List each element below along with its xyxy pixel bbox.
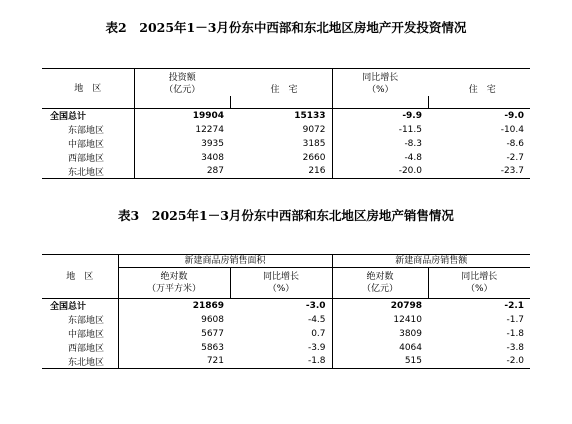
table-row — [42, 137, 530, 151]
table3-body — [42, 299, 530, 369]
area-cell: 721 — [118, 355, 230, 369]
table2-body — [42, 109, 530, 179]
sales-cell: 12410 — [332, 313, 428, 327]
sales-cell: 20798 — [332, 299, 428, 313]
investment-cell: 3408 — [134, 151, 230, 165]
yoy-residential-cell: -10.4 — [500, 124, 524, 135]
table3-header-row-1 — [42, 255, 530, 268]
investment-header-line2: （亿元） — [164, 85, 201, 95]
region-cell: 东部地区 — [68, 316, 105, 326]
region-cell: 全国总计 — [50, 112, 87, 123]
sales-yoy-cell: -2.0 — [506, 356, 525, 367]
investment-cell: 19904 — [134, 109, 230, 123]
area-yoy-cell: -1.8 — [307, 356, 326, 367]
sales-table — [42, 254, 530, 369]
region-header: 地 区 — [74, 83, 102, 94]
area-yoy-cell: -3.0 — [305, 300, 326, 311]
investment-header — [134, 69, 230, 97]
yoy-cell: -20.0 — [332, 165, 428, 179]
region-cell: 东北地区 — [68, 167, 105, 178]
sales-cell: 4064 — [332, 341, 428, 355]
residential-cell: 216 — [308, 166, 326, 177]
residential-cell: 3185 — [302, 138, 326, 149]
yoy-header-line2: （%） — [366, 85, 394, 95]
area-abs-header-line2: （万平方米） — [146, 284, 201, 294]
table-row — [42, 327, 530, 341]
region-cell: 东部地区 — [68, 126, 105, 136]
table-row — [42, 151, 530, 165]
residential-cell: 2660 — [302, 152, 326, 163]
area-abs-header — [118, 268, 230, 299]
total-row — [42, 109, 530, 123]
region-cell: 西部地区 — [68, 154, 105, 164]
yoy-header — [332, 69, 428, 97]
area-yoy-cell: 0.7 — [311, 328, 326, 339]
investment-header-line1: 投资额 — [168, 73, 196, 83]
residential-header: 住 宅 — [230, 84, 332, 97]
table-row — [42, 165, 530, 179]
investment-cell: 12274 — [134, 123, 230, 137]
table2-title: 表2 2025年1－3月份东中西部和东北地区房地产开发投资情况 — [105, 20, 467, 35]
sales-yoy-cell: -2.1 — [504, 300, 525, 311]
area-cell: 5863 — [118, 341, 230, 355]
yoy-header-line1: 同比增长 — [362, 73, 399, 83]
region-cell: 中部地区 — [68, 330, 105, 340]
area-abs-header-line1: 绝对数 — [160, 272, 188, 282]
area-yoy-cell: -3.9 — [307, 342, 326, 353]
sales-region-header: 地 区 — [42, 255, 118, 299]
sales-cell: 515 — [332, 355, 428, 369]
yoy-residential-cell: -9.0 — [504, 110, 524, 121]
area-yoy-header-line1: 同比增长 — [263, 272, 300, 282]
sales-yoy-header-line2: （%） — [465, 284, 493, 294]
yoy-residential-cell: -2.7 — [506, 152, 524, 163]
sales-abs-header-line2: （亿元） — [362, 284, 399, 294]
sales-abs-header-line1: 绝对数 — [366, 272, 394, 282]
sales-group-header: 新建商品房销售额 — [332, 255, 530, 268]
area-cell: 5677 — [118, 327, 230, 341]
yoy-cell: -8.3 — [332, 137, 428, 151]
yoy-residential-cell: -23.7 — [500, 166, 524, 177]
area-cell: 9608 — [118, 313, 230, 327]
sales-yoy-cell: -1.7 — [506, 314, 525, 325]
area-yoy-header-line2: （%） — [267, 284, 295, 294]
sales-yoy-cell: -3.8 — [506, 342, 525, 353]
investment-cell: 287 — [134, 165, 230, 179]
region-cell: 西部地区 — [68, 344, 105, 354]
yoy-residential-cell: -8.6 — [506, 138, 524, 149]
sales-yoy-header-line1: 同比增长 — [461, 272, 498, 282]
sales-cell: 3809 — [332, 327, 428, 341]
total-row — [42, 299, 530, 313]
area-group-header: 新建商品房销售面积 — [118, 255, 332, 268]
area-yoy-header — [230, 268, 332, 299]
residential-cell: 9072 — [302, 124, 326, 135]
table-row — [42, 313, 530, 327]
yoy-residential-header: 住 宅 — [428, 84, 530, 97]
table-row — [42, 355, 530, 369]
region-cell: 中部地区 — [68, 140, 105, 150]
sales-yoy-header — [428, 268, 530, 299]
table-row — [42, 123, 530, 137]
residential-cell: 15133 — [294, 110, 326, 121]
table3-title: 表3 2025年1－3月份东中西部和东北地区房地产销售情况 — [118, 208, 454, 223]
sales-abs-header — [332, 268, 428, 299]
sales-yoy-cell: -1.8 — [506, 328, 525, 339]
investment-cell: 3935 — [134, 137, 230, 151]
table-row — [42, 341, 530, 355]
investment-table — [42, 68, 530, 179]
yoy-cell: -11.5 — [332, 123, 428, 137]
area-yoy-cell: -4.5 — [307, 314, 326, 325]
yoy-cell: -4.8 — [332, 151, 428, 165]
yoy-cell: -9.9 — [332, 109, 428, 123]
region-cell: 东北地区 — [68, 357, 105, 368]
region-cell: 全国总计 — [50, 302, 87, 313]
area-cell: 21869 — [118, 299, 230, 313]
